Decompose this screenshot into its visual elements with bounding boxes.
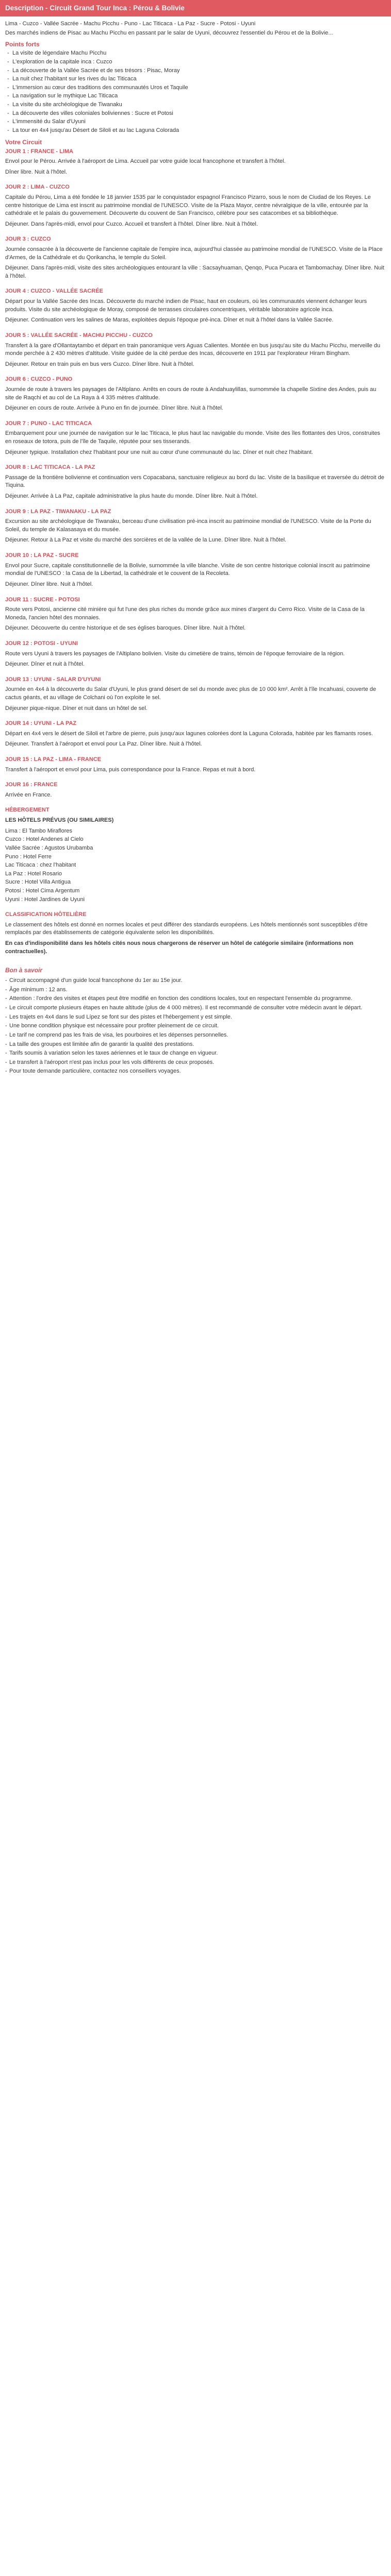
itinerary-day — [5, 596, 386, 633]
day-title: JOUR 10 : LA PAZ - SUCRE — [5, 552, 79, 559]
day-paragraph: Transfert à la gare d'Ollantaytambo et départ en train panoramique vers Aguas Calientes. Montée en bus jusqu'au site du Machu Picchu, merveille du monde perchée à 2 430 mètres d'altitude. Visite guidée de la cité perdue des Incas, découverte en 1911 par l'explorateur Hiram Bingham. — [5, 342, 381, 357]
day-paragraph: Déjeuner typique. Installation chez l'habitant pour une nuit au cœur d'une communauté du lac. Dîner et nuit chez l'habitant. — [5, 449, 313, 455]
itinerary-day — [5, 781, 386, 799]
day-paragraph: Déjeuner. Arrivée à La Paz, capitale administrative la plus haute du monde. Dîner libre. Nuit à l'hôtel. — [5, 493, 258, 500]
points-forts-item: - La tour en 4x4 jusqu'au Désert de Siloli et au lac Laguna Colorada — [7, 127, 386, 135]
day-paragraph: Déjeuner. Découverte du centre historique et de ses églises baroques. Dîner libre. Nuit à l'hôtel. — [5, 625, 246, 632]
day-paragraph: Capitale du Pérou, Lima a été fondée le 18 janvier 1535 par le conquistador espagnol Francisco Pizarro, sous le nom de Ciudad de los Reyes. Le centre historique de Lima est inscrit au patrimoine mondial de l'UNESCO. Visite de la Plaza Mayor, centre névralgique de la ville, entourée par la cathédrale et le palais du gouvernement. Découverte du couvent de San Francisco, célèbre pour ses catacombes et sa bibliothèque. — [5, 194, 371, 217]
intro-description: Des marchés indiens de Pisac au Machu Picchu en passant par le salar de Uyuni, découvrez l'essentiel du Pérou et de la Bolivie... — [5, 29, 333, 36]
day-title: JOUR 6 : CUZCO - PUNO — [5, 376, 73, 383]
day-paragraph: Arrivée en France. — [5, 791, 52, 798]
hotel-item: Sucre : Hotel Villa Antigua — [5, 879, 71, 886]
hotels-block — [5, 806, 386, 904]
day-paragraph: Déjeuner. Dîner et nuit à l'hôtel. — [5, 661, 85, 668]
itinerary-day — [5, 508, 386, 545]
classification-note: En cas d'indisponibilité dans les hôtels cités nous nous chargerons de réserver un hôtel de catégorie similaire (informations non contractuelles). — [5, 940, 353, 955]
points-forts-item: - L'immensité du Salar d'Uyuni — [7, 118, 386, 126]
itinerary-day — [5, 376, 386, 412]
good-to-know-block — [0, 966, 391, 1076]
good-to-know-item: - Le tarif ne comprend pas les frais de visa, les pourboires et les dépenses personnelles. — [5, 1031, 386, 1040]
day-title: JOUR 4 : CUZCO - VALLÉE SACRÉE — [5, 288, 103, 295]
day-title: JOUR 5 : VALLÉE SACRÉE - MACHU PICCHU - CUZCO — [5, 332, 153, 338]
day-paragraph: Déjeuner. Dans l'après-midi, visite des sites archéologiques entourant la ville : Sacsayhuaman, Qenqo, Puca Pucara et Tambomachay. Dîner libre. Nuit à l'hôtel. — [5, 265, 384, 279]
itinerary-day — [5, 552, 386, 588]
good-to-know-item: - Attention : l'ordre des visites et étapes peut être modifié en fonction des conditions locales, tout en respectant l'ensemble du programme. — [5, 995, 386, 1003]
good-to-know-item: - Circuit accompagné d'un guide local francophone du 1er au 15e jour. — [5, 977, 386, 985]
day-paragraph: Excursion au site archéologique de Tiwanaku, berceau d'une civilisation pré-inca inscrit au patrimoine mondial de l'UNESCO. Visite de la Porte du Soleil, du temple de Kalasasaya et du musée. — [5, 518, 371, 533]
classification-title: CLASSIFICATION HÔTELIÈRE — [5, 911, 87, 918]
day-paragraph: Déjeuner. Dans l'après-midi, envol pour Cuzco. Accueil et transfert à l'hôtel. Dîner libre. Nuit à l'hôtel. — [5, 221, 258, 227]
good-to-know-item: - Tarifs soumis à variation selon les taxes aériennes et le taux de change en vigueur. — [5, 1049, 386, 1058]
points-forts-item: - La découverte de la Vallée Sacrée et de ses trésors : Pisac, Moray — [7, 67, 386, 75]
day-paragraph: Déjeuner. Retour à La Paz et visite du marché des sorcières et de la vallée de la Lune. Dîner libre. Nuit à l'hôtel. — [5, 537, 287, 544]
good-to-know-item: - Le circuit comporte plusieurs étapes en haute altitude (plus de 4 000 mètres). Il est recommandé de consulter votre médecin avant le départ. — [5, 1004, 386, 1012]
itinerary-day — [5, 148, 386, 177]
hotels-list — [5, 827, 386, 904]
day-title: JOUR 7 : PUNO - LAC TITICACA — [5, 420, 92, 427]
good-to-know-item: - Les trajets en 4x4 dans le sud Lípez se font sur des pistes et l'hébergement y est simple. — [5, 1013, 386, 1022]
day-title: JOUR 9 : LA PAZ - TIWANAKU - LA PAZ — [5, 508, 111, 515]
itinerary-day — [5, 464, 386, 500]
itinerary-day — [5, 420, 386, 456]
day-title: JOUR 3 : CUZCO — [5, 236, 51, 243]
itinerary-content — [0, 138, 391, 956]
hotels-title: HÉBERGEMENT — [5, 807, 50, 814]
day-paragraph: Déjeuner. Continuation vers les salines de Maras, exploitées depuis l'époque pré-inca. Dîner et nuit à l'hôtel dans la Vallée Sacrée. — [5, 317, 334, 324]
hotel-item: Vallée Sacrée : Agustos Urubamba — [5, 844, 93, 851]
day-title: JOUR 12 : POTOSI - UYUNI — [5, 640, 78, 647]
points-forts-item: - L'exploration de la capitale inca : Cuzco — [7, 58, 386, 66]
day-paragraph: Route vers Uyuni à travers les paysages de l'Altiplano bolivien. Visite du cimetière de trains, témoin de l'époque ferroviaire de la région. — [5, 650, 345, 657]
day-paragraph: Passage de la frontière bolivienne et continuation vers Copacabana, sanctuaire religieux au bord du lac. Visite de la basilique et traversée du détroit de Tiquina. — [5, 474, 384, 489]
points-forts-item: - La nuit chez l'habitant sur les rives du lac Titicaca — [7, 75, 386, 83]
day-title: JOUR 1 : FRANCE - LIMA — [5, 148, 73, 155]
good-to-know-item: - Pour toute demande particulière, contactez nos conseillers voyages. — [5, 1067, 386, 1076]
day-paragraph: Embarquement pour une journée de navigation sur le lac Titicaca, le plus haut lac navigable du monde. Visite des îles flottantes des Uros, construites en roseaux de totora, puis de l'île de Taquile, réputée pour ses tisserands. — [5, 430, 380, 445]
points-forts-title: Points forts — [5, 41, 40, 48]
hotel-item: Uyuni : Hotel Jardines de Uyuni — [5, 896, 85, 903]
hotel-item: Cuzco : Hotel Andenes al Cielo — [5, 836, 84, 843]
itinerary-day — [5, 235, 386, 280]
day-paragraph: Transfert à l'aéroport et envol pour Lima, puis correspondance pour la France. Repas et nuit à bord. — [5, 766, 256, 773]
day-title: JOUR 15 : LA PAZ - LIMA - FRANCE — [5, 756, 101, 763]
day-paragraph: Dîner libre. Nuit à l'hôtel. — [5, 168, 68, 175]
day-paragraph: Déjeuner en cours de route. Arrivée à Puno en fin de journée. Dîner libre. Nuit à l'hôtel. — [5, 405, 223, 412]
itinerary-day — [5, 676, 386, 713]
hotel-item: Puno : Hotel Ferre — [5, 853, 52, 860]
good-to-know-item: - La taille des groupes est limitée afin de garantir la qualité des prestations. — [5, 1041, 386, 1049]
day-title: JOUR 13 : UYUNI - SALAR D'UYUNI — [5, 676, 101, 683]
itinerary-title: Votre Circuit — [5, 138, 42, 146]
day-title: JOUR 14 : UYUNI - LA PAZ — [5, 720, 77, 727]
itinerary-day — [5, 640, 386, 669]
points-forts-item: - La navigation sur le mythique Lac Titicaca — [7, 92, 386, 100]
intro-section — [0, 16, 391, 134]
good-to-know-title: Bon à savoir — [5, 967, 43, 974]
itinerary-day — [5, 287, 386, 324]
day-paragraph: Route vers Potosi, ancienne cité minière qui fut l'une des plus riches du monde grâce aux mines d'argent du Cerro Rico. Visite de la Casa de la Moneda, l'ancien hôtel des monnaies. — [5, 606, 365, 621]
day-title: JOUR 11 : SUCRE - POTOSI — [5, 596, 80, 603]
classification-block — [5, 911, 386, 956]
hotels-subtitle: LES HÔTELS PRÉVUS (OU SIMILAIRES) — [5, 817, 114, 824]
itinerary-day — [5, 332, 386, 368]
day-paragraph: Journée consacrée à la découverte de l'ancienne capitale de l'empire inca, aujourd'hui classée au patrimoine mondial de l'UNESCO. Visite de la Place d'Armes, de la Cathédrale et du Qorikancha, le temple du Soleil. — [5, 246, 383, 261]
day-paragraph: Envol pour Sucre, capitale constitutionnelle de la Bolivie, surnommée la ville blanche. Visite de son centre historique colonial inscrit au patrimoine mondial de l'UNESCO : la Casa de la Libertad, la cathédrale et le couvent de la Recoleta. — [5, 562, 370, 577]
day-paragraph: Déjeuner. Dîner libre. Nuit à l'hôtel. — [5, 581, 93, 587]
hotel-item: Lima : El Tambo Miraflores — [5, 827, 73, 834]
day-paragraph: Déjeuner. Transfert à l'aéroport et envol pour La Paz. Dîner libre. Nuit à l'hôtel. — [5, 741, 202, 748]
points-forts-item: - La visite de légendaire Machu Picchu — [7, 49, 386, 58]
good-to-know-item: - Une bonne condition physique est nécessaire pour profiter pleinement de ce circuit. — [5, 1022, 386, 1030]
day-paragraph: Déjeuner pique-nique. Dîner et nuit dans un hôtel de sel. — [5, 705, 148, 711]
itinerary-day — [5, 183, 386, 228]
good-to-know-item: - Âge minimum : 12 ans. — [5, 986, 386, 994]
points-forts-item: - La découverte des villes coloniales boliviennes : Sucre et Potosi — [7, 110, 386, 118]
day-title: JOUR 16 : FRANCE — [5, 782, 58, 788]
classification-text: Le classement des hôtels est donné en normes locales et peut différer des standards européens. Les hôtels mentionnés sont susceptibles d'être remplacés par des établissements de catégorie équivalente selon les disponibilités. — [5, 921, 368, 936]
day-paragraph: Départ en 4x4 vers le désert de Siloli et l'arbre de pierre, puis jusqu'aux lagunes colorées dont la Laguna Colorada, habitée par les flamants roses. — [5, 730, 373, 737]
day-paragraph: Déjeuner. Retour en train puis en bus vers Cuzco. Dîner libre. Nuit à l'hôtel. — [5, 361, 194, 367]
route-line: Lima - Cuzco - Vallée Sacrée - Machu Picchu - Puno - Lac Titicaca - La Paz - Sucre - Potosi - Uyuni — [5, 21, 256, 27]
day-paragraph: Départ pour la Vallée Sacrée des Incas. Découverte du marché indien de Pisac, haut en couleurs, où les communautés viennent échanger leurs produits. Visite du site archéologique de Moray, composé de terrasses circulaires concentriques, véritable laboratoire agricole inca. — [5, 298, 367, 313]
itinerary-day — [5, 756, 386, 774]
good-to-know-list — [5, 977, 386, 1076]
hotel-item: La Paz : Hotel Rosario — [5, 870, 62, 877]
itinerary-days — [5, 148, 386, 800]
points-forts-item: - L'immersion au cœur des traditions des communautés Uros et Taquile — [7, 84, 386, 92]
day-paragraph: Envol pour le Pérou. Arrivée à l'aéroport de Lima. Accueil par votre guide local francophone et transfert à l'hôtel. — [5, 158, 286, 165]
points-forts-list — [5, 49, 386, 134]
points-forts-item: - La visite du site archéologique de Tiwanaku — [7, 101, 386, 109]
page-banner-title: Description - Circuit Grand Tour Inca : Pérou & Bolivie — [0, 0, 391, 16]
day-title: JOUR 2 : LIMA - CUZCO — [5, 184, 70, 191]
day-paragraph: Journée en 4x4 à la découverte du Salar d'Uyuni, le plus grand désert de sel du monde avec plus de 10 000 km². Arrêt à l'île Incahuasi, couverte de cactus géants, et au village de Colchani où l'on exploite le sel. — [5, 686, 377, 701]
itinerary-day — [5, 720, 386, 749]
hotel-item: Lac Titicaca : chez l'habitant — [5, 862, 76, 869]
day-title: JOUR 8 : LAC TITICACA - LA PAZ — [5, 464, 95, 471]
day-paragraph: Journée de route à travers les paysages de l'Altiplano. Arrêts en cours de route à Andahuaylillas, surnommée la chapelle Sixtine des Andes, puis au site de Raqchi et au col de La Raya à 4 335 mètres d'altitude. — [5, 386, 377, 401]
good-to-know-item: - Le transfert à l'aéroport n'est pas inclus pour les vols différents de ceux proposés. — [5, 1059, 386, 1067]
hotel-item: Potosi : Hotel Cima Argentum — [5, 887, 80, 894]
